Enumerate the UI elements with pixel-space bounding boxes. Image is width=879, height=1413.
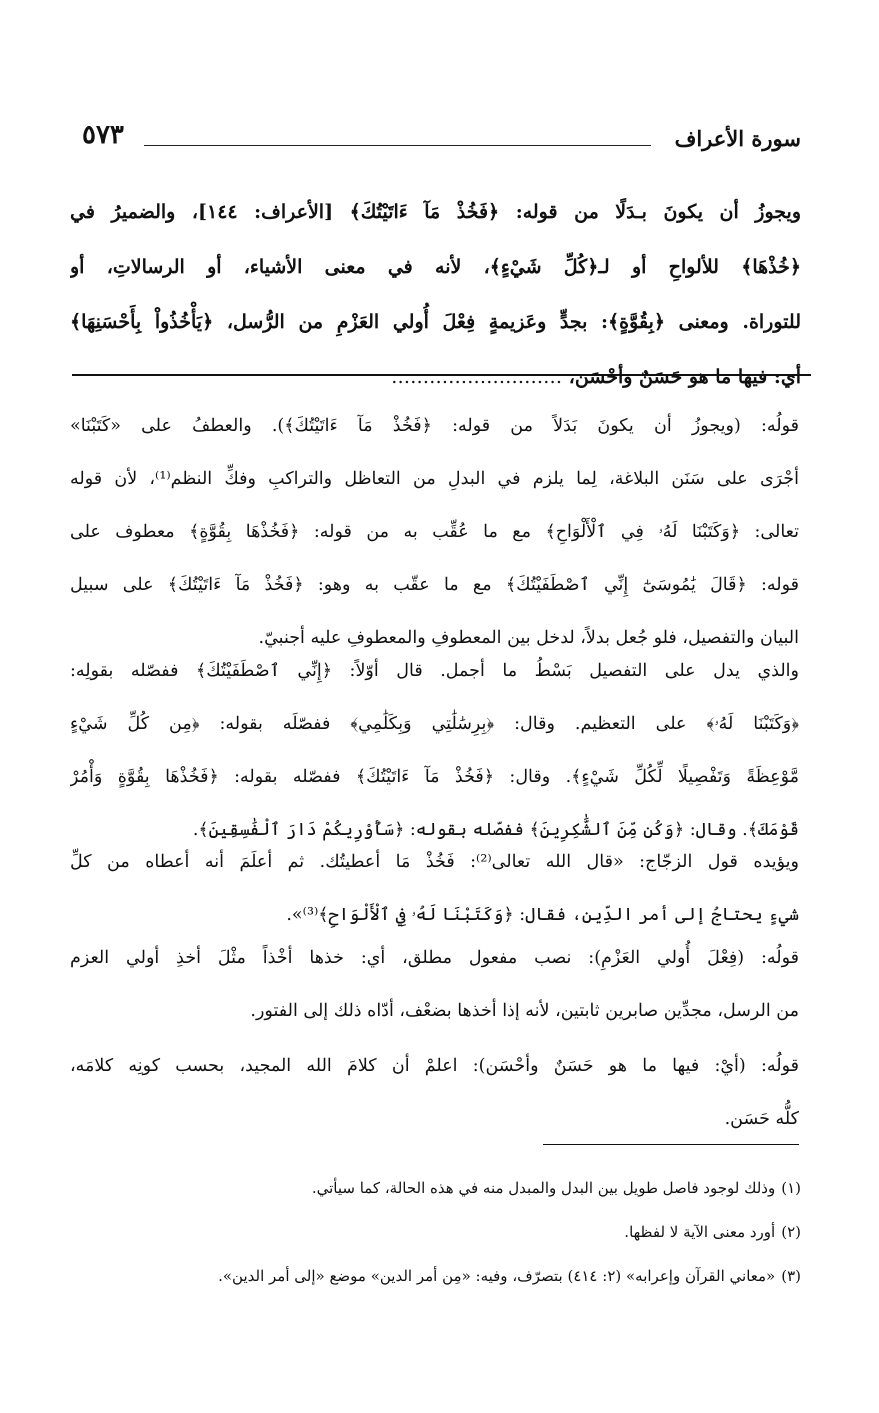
footnote-number: (١) — [781, 1179, 801, 1197]
footnote-number: (٣) — [781, 1267, 801, 1285]
section-separator — [72, 374, 811, 376]
footnotes — [70, 1166, 801, 1298]
page-header — [82, 120, 801, 160]
footnote-text: وذلك لوجود فاصل طويل بين البدل والمبدل منه في هذه الحالة، كما سيأتي. — [311, 1179, 776, 1197]
footnote-text: «معاني القرآن وإعرابه» (٢: ٤١٤) بتصرّف، وفيه: «مِن أمر الدين» موضع «إلى أمر الدين». — [218, 1267, 776, 1285]
commentary-line: تعالى: ﴿وَكَتَبْنَا لَهُۥ فِي ٱلْأَلْوَاحِ﴾ مع ما عُقِّب به من قوله: ﴿فَخُذْهَا بِقُوَّةٍ﴾ معطوف على — [70, 522, 799, 542]
commentary-paragraph-3 — [70, 836, 799, 942]
commentary-line: قولُه: (أيْ: فيها ما هو حَسَنٌ وأحْسَن): اعلمْ أن كلامَ الله المجيد، بحسب كونِه كلامَه، — [70, 1056, 799, 1076]
footnote — [70, 1210, 801, 1254]
page-number: ٥٧٣ — [82, 120, 124, 150]
commentary-line: ويؤيده قول الزجّاج: «قال الله تعالى⁽²⁾: فَخُذْ مَا أعطيتُك. ثم أعلَمَ أنه أعطاه من كلِّ — [70, 852, 799, 872]
commentary-line: قولُه: (فِعْلَ أُولي العَزْمِ): نصب مفعول مطلق، أي: خذها أخْذاً مثْلَ أخذِ أولي العزم — [70, 948, 799, 968]
commentary-paragraph-2 — [70, 645, 799, 857]
commentary-line: قوله: ﴿قَالَ يَٰمُوسَىٰٓ إِنِّي ٱصْطَفَيْتُكَ﴾ مع ما عقّب به وهو: ﴿فَخُذْ مَآ ءَاتَيْتُكَ﴾ على سبيل — [70, 575, 799, 595]
commentary-line: كلُّه حَسَن. — [724, 1109, 799, 1129]
header-rule — [144, 145, 651, 146]
main-text-line: ويجوزُ أن يكونَ بـدَلًا من قوله: ﴿فَخُذْ مَآ ءَاتَيْتُكَ﴾ [الأعراف: ١٤٤]، والضميرُ في — [70, 201, 801, 223]
footnote-text: أورد معنى الآية لا لفظها. — [624, 1223, 776, 1241]
commentary-paragraph-4 — [70, 932, 799, 1038]
main-text-line — [70, 350, 801, 405]
main-text — [70, 185, 801, 405]
main-text-line: ﴿خُذْهَا﴾ للألواحِ أو لـ﴿كُلِّ شَيْءٍ﴾، لأنه في معنى الأشياء، أو الرسالاتِ، أو — [70, 256, 801, 278]
continuation-dots: ……………………… — [391, 366, 563, 388]
commentary-line: ﴿وَكَتَبْنَا لَهُۥ﴾ على التعظيم. وقال: ﴿بِرِسَٰلَٰتِي وَبِكَلَٰمِي﴾ ففصّلَه بقوله: ﴿مِن كُلِّ شَيْءٍ — [70, 714, 799, 734]
commentary-paragraph-1 — [70, 400, 799, 665]
footnote — [70, 1254, 801, 1298]
commentary-line: من الرسل، مجدِّين صابرين ثابتين، لأنه إذا أخذها بضعْف، أدّاه ذلك إلى الفتور. — [250, 1001, 799, 1021]
footnote-separator — [543, 1144, 799, 1145]
footnote — [70, 1166, 801, 1210]
main-text-line: للتوراة. ومعنى ﴿بِقُوَّةٍ﴾: بجدٍّ وعَزيمةٍ فِعْلَ أُولي العَزْمِ من الرُّسل، ﴿يَأْخُذُواْ بِأَحْسَنِهَا﴾ — [70, 311, 801, 333]
commentary-line: أجْرَى على سَنَن البلاغة، لِما يلزم في البدلِ من التعاظل والتراكبِ وفكِّ النظم⁽¹⁾، لأن قوله — [70, 469, 799, 489]
main-text-last-segment: أي: فيها ما هو حَسَنٌ وأحْسَن، — [568, 366, 801, 388]
commentary-line: مَّوْعِظَةً وَتَفْصِيلًا لِّكُلِّ شَيْءٍ﴾. وقال: ﴿فَخُذْ مَآ ءَاتَيْتُكَ﴾ ففصّله بقوله: ﴿فَخُذْهَا بِقُوَّةٍ وَأْمُرْ — [70, 767, 799, 787]
surah-title: سورة الأعراف — [674, 126, 801, 151]
commentary-line: قولُه: (ويجوزُ أن يكونَ بَدَلاً من قوله: ﴿فَخُذْ مَآ ءَاتَيْتُكَ﴾). والعطفُ على «كَتَبْنَا» — [70, 416, 799, 436]
commentary-line: والذي يدل على التفصيل بَسْطُ ما أجمل. قال أوّلاً: ﴿إِنِّي ٱصْطَفَيْتُكَ﴾ ففصّله بقولِه: — [70, 661, 799, 681]
footnote-number: (٢) — [781, 1223, 801, 1241]
commentary-line: قَوْمَكَ﴾. وقال: ﴿وَكُن مِّنَ ٱلشَّٰكِرِينَ﴾ ففصّله بقوله: ﴿سَأُوْرِيكُمْ دَارَ ٱلْفَٰسِقِينَ﴾. — [192, 820, 799, 840]
commentary-line: البيان والتفصيل، فلو جُعل بدلاً، لدخل بين المعطوفِ والمعطوفِ عليه أجنبيّ. — [258, 628, 799, 648]
commentary-paragraph-5 — [70, 1040, 799, 1146]
commentary-line: شيءٍ يحتاجُ إلى أمر الدِّين، فقال: ﴿وَكَتَبْنَا لَهُۥ فِي ٱلْأَلْوَاحِ﴾⁽³⁾». — [286, 905, 799, 925]
